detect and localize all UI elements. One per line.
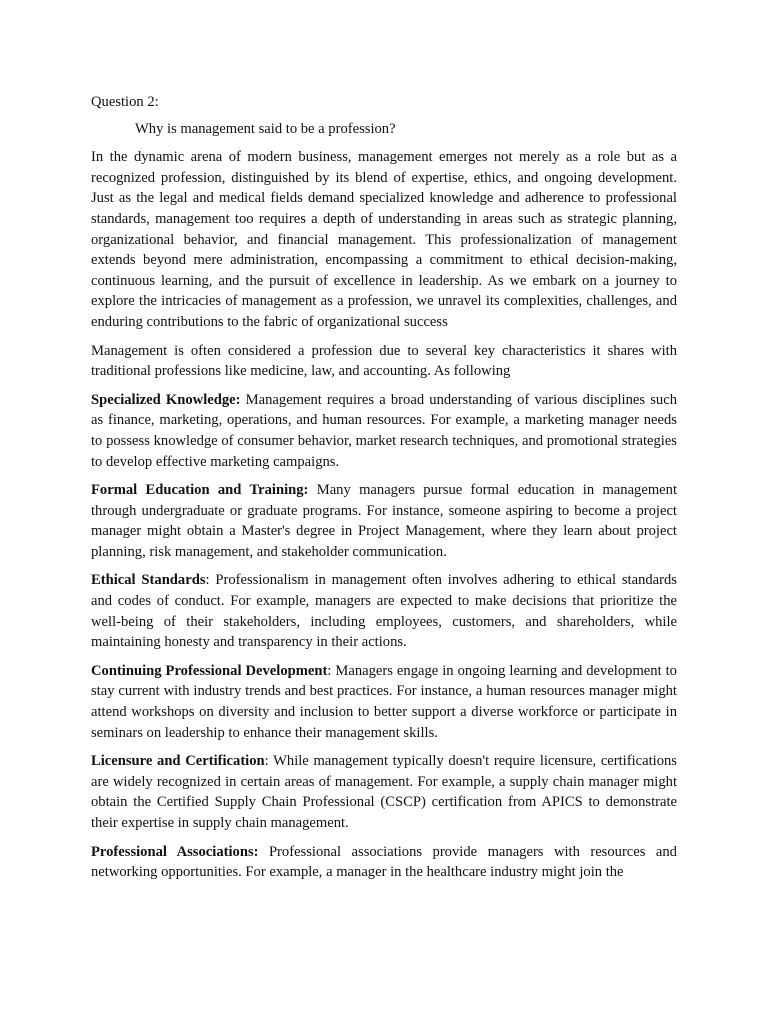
characteristic-licensure-certification [91, 751, 677, 833]
intro-paragraph: In the dynamic arena of modern business, management emerges not merely as a role but as a recognized profession, distinguished by its blend of expertise, ethics, and ongoing development. Just as the legal and medical fields demand specialized knowledge and adherence to professional standards, management too requires a depth of understanding in areas such as strategic planning, organizational behavior, and financial management. This professionalization of management extends beyond mere administration, encompassing a commitment to ethical decision-making, continuous learning, and the pursuit of excellence in leadership. As we embark on a journey to explore the intricacies of management as a profession, we unravel its complexities, challenges, and enduring contributions to the fabric of organizational success [91, 149, 677, 330]
characteristic-continuing-development [91, 661, 677, 743]
question-heading: Question 2: [91, 94, 159, 110]
question-text: Why is management said to be a profession? [135, 120, 396, 137]
characteristic-text: Many managers pursue formal education in management through undergraduate or graduate programs. For instance, someone aspiring to become a project manager might obtain a Master's degree in Project Management, where they learn about project planning, risk management, and stakeholder communication. [91, 482, 678, 560]
characteristic-text: Professional associations provide managers with resources and networking opportunities. For example, a manager in the healthcare industry might join the [91, 843, 677, 881]
characteristic-text: : Professionalism in management often involves adhering to ethical standards and codes of conduct. For example, managers are expected to make decisions that prioritize the well-being of their stakeholders, including employees, customers, and shareholders, while maintaining honesty and transparency in their actions. [91, 572, 677, 651]
characteristic-specialized-knowledge [91, 390, 677, 472]
characteristic-text: Management requires a broad understanding of various disciplines such as finance, marketing, operations, and human resources. For example, a marketing manager needs to possess knowledge of consumer behavior, market research techniques, and promotional strategies to develop effective marketing campaigns. [91, 391, 677, 470]
characteristic-term: Specialized Knowledge: [91, 391, 241, 408]
characteristic-term: Continuing Professional Development [91, 662, 328, 679]
document-page [91, 92, 677, 891]
characteristic-term: Formal Education and Training: [91, 482, 309, 499]
characteristic-text: : Managers engage in ongoing learning and development to stay current with industry trends and best practices. For instance, a human resources manager might attend workshops on diversity and inclusion to better support a diverse workforce or participate in seminars on leadership to enhance their management skills. [91, 662, 677, 741]
characteristic-text: : While management typically doesn't require licensure, certifications are widely recognized in certain areas of management. For example, a supply chain manager might obtain the Certified Supply Chain Professional (CSCP) certification from APICS to demonstrate their expertise in supply chain management. [91, 753, 677, 831]
characteristic-formal-education [91, 480, 677, 562]
characteristic-term: Professional Associations: [91, 843, 259, 860]
characteristic-professional-associations [91, 842, 677, 883]
characteristic-ethical-standards [91, 570, 677, 652]
characteristic-term: Ethical Standards [91, 572, 206, 589]
characteristic-term: Licensure and Certification [91, 753, 265, 770]
overview-paragraph: Management is often considered a profession due to several key characteristics it shares with traditional professions like medicine, law, and accounting. As following [91, 342, 677, 380]
